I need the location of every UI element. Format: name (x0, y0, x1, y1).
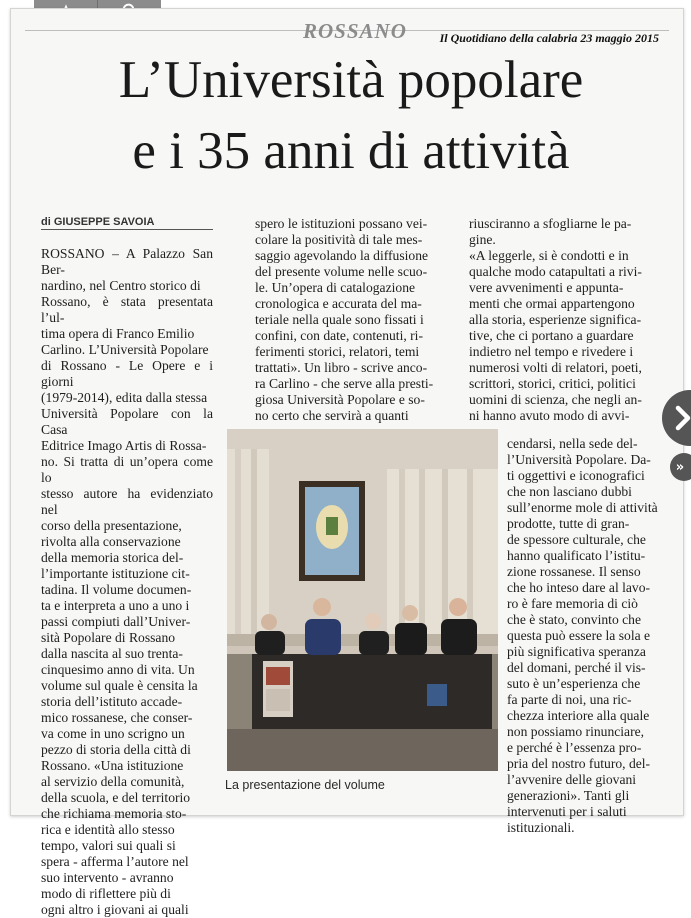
article-line: menti che ormai appartengono (469, 296, 635, 311)
event-photo-image (227, 429, 498, 771)
column-3-continued (507, 436, 669, 836)
headline-line-2: e i 35 anni di attività (132, 122, 570, 180)
article-line: ti oggettivi e iconografici (507, 468, 645, 483)
article-line: de spessore culturale, che (507, 532, 646, 547)
newspaper-clipping (10, 8, 684, 917)
article-line: teriale nella quale sono fissati i (255, 312, 424, 327)
article-line: no certo che servirà a quanti (255, 408, 409, 423)
article-line: saggio agevolando la diffusione (255, 248, 429, 263)
article-line: Carlino. L’Università Popolare (41, 342, 209, 357)
article-line: l’importante istituzione cit- (41, 566, 190, 581)
column-2 (255, 216, 455, 424)
article-line: Rossano. «Una istituzione (41, 758, 184, 773)
article-line: qualche modo catapultati a rivi- (469, 264, 642, 279)
double-chevron-right-icon: » (675, 459, 685, 475)
source-label: Il Quotidiano della calabria 23 maggio 2015 (439, 31, 659, 45)
article-line: chezza interiore alla quale (507, 708, 650, 723)
article-line: uomini di scienza, che negli an- (469, 392, 642, 407)
article-line: istituzionali. (507, 820, 575, 835)
article-line: volume sul quale è censita la (41, 678, 198, 693)
article-line: corso della presentazione, (41, 518, 182, 533)
article-line: hanno qualificato l’istitu- (507, 548, 646, 563)
event-photo (227, 429, 498, 771)
article-line: che richiama memoria sto- (41, 806, 187, 821)
article-line: tima opera di Franco Emilio (41, 326, 195, 341)
article-line: fa parte di noi, una ric- (507, 692, 632, 707)
article-line: questa può essere la sola e (507, 628, 651, 643)
article-line: pezzo di storia della città di (41, 742, 191, 757)
article-line: più significativa speranza (507, 644, 646, 659)
chevron-right-icon (672, 405, 691, 431)
article-line: ferimenti storici, relatori, temi (255, 344, 420, 359)
article-line: della scuola, e del territorio (41, 790, 191, 805)
article-line: «A leggerle, si è condotti e in (469, 248, 629, 263)
article-line: tive, che ci portano a guardare (469, 328, 634, 343)
article-line: del domani, perché il vis- (507, 660, 646, 675)
article-line: Rossano, è stata presentata l’ul- (41, 294, 213, 325)
article-line: generazioni». Tanti gli (507, 788, 630, 803)
article-line: storia dell’istituto accade- (41, 694, 183, 709)
article-line: trattati». Un libro - scrive anco- (255, 360, 428, 375)
article-line: colare la positività di tale mes- (255, 232, 423, 247)
article-line: l’avvenire delle giovani (507, 772, 637, 787)
article-line: di Rossano - Le Opere e i giorni (41, 358, 213, 389)
article-line: nardino, nel Centro storico di (41, 278, 201, 293)
article-line: cendarsi, nella sede del- (507, 436, 638, 451)
article-line: l’Università Popolare. Da- (507, 452, 651, 467)
article-line: dalla nascita al suo trenta- (41, 646, 183, 661)
article-line: modo di riflettere più di (41, 886, 171, 901)
article-line: cinquesimo anno di vita. Un (41, 662, 195, 677)
article-line: alla storia, esperienze significa- (469, 312, 642, 327)
byline-rule (41, 229, 213, 230)
article-line: scrittori, storici, critici, politici (469, 376, 636, 391)
section-label: ROSSANO (303, 19, 407, 43)
article-line: ra Carlino - che serve alla presti- (255, 376, 434, 391)
article-line: che è stato, convinto che (507, 612, 641, 627)
article-line: ogni altro i giovani ai quali (41, 902, 189, 917)
skip-forward-button[interactable] (670, 453, 691, 481)
byline: di GIUSEPPE SAVOIA (41, 216, 155, 228)
article-line: spero le istituzioni possano vei- (255, 216, 428, 231)
article-line: vere avvenimenti e appunta- (469, 280, 624, 295)
article-line: al servizio della comunità, (41, 774, 185, 789)
headline-line-1: L’Università popolare (118, 51, 584, 109)
article-line: indietro nel tempo e rivedere i (469, 344, 634, 359)
article-line: tadina. Il volume documen- (41, 582, 192, 597)
article-line: confini, con date, contenuti, ri- (255, 328, 423, 343)
article-line: (1979-2014), edita dalla stessa (41, 390, 208, 405)
article-line: della memoria storica del- (41, 550, 184, 565)
article-line: sità Popolare di Rossano (41, 630, 176, 645)
article-line: del presente volume nelle scuo- (255, 264, 428, 279)
article-line: rica e identità allo stesso (41, 822, 175, 837)
article-line: intervenuti per i saluti (507, 804, 627, 819)
photo-caption: La presentazione del volume (225, 778, 385, 792)
article-line: gine. (469, 232, 496, 247)
article-line: che non lasciano dubbi (507, 484, 632, 499)
article-line: non possiamo rinunciare, (507, 724, 645, 739)
article-line: Università Popolare con la Casa (41, 406, 213, 437)
article-line: suto è un’esperienza che (507, 676, 641, 691)
article-line: Editrice Imago Artis di Rossa- (41, 438, 207, 453)
article-line: pria del nostro futuro, del- (507, 756, 651, 771)
article-line: riusciranno a sfogliarne le pa- (469, 216, 632, 231)
article-line: giosa Università Popolare e so- (255, 392, 425, 407)
article-line: ROSSANO – A Palazzo San Ber- (41, 246, 213, 277)
article-line: prodotte, tutte di gran- (507, 516, 630, 531)
article-line: che ho inteso dare al lavo- (507, 580, 651, 595)
column-1 (41, 246, 213, 918)
article-line: ta e interpreta a uno a uno i (41, 598, 190, 613)
article-line: ro è fare memoria di ciò (507, 596, 638, 611)
article-line: tempo, valori sui quali si (41, 838, 176, 853)
article-line: stesso autore ha evidenziato nel (41, 486, 213, 517)
article-line: sull’enorme mole di attività (507, 500, 658, 515)
article-line: spera - afferma l’autore nel (41, 854, 189, 869)
article-line: zione rossanese. Il senso (507, 564, 641, 579)
article-line: mico rossanese, che conser- (41, 710, 193, 725)
column-3 (469, 216, 669, 424)
article-line: no. Si tratta di un’opera come lo (41, 454, 213, 485)
article-line: ni hanno avuto modo di avvi- (469, 408, 630, 423)
article-line: e perché è l’essenza pro- (507, 740, 642, 755)
article-line: cronologica e accurata del ma- (255, 296, 422, 311)
article-line: numerosi volti di relatori, poeti, (469, 360, 642, 375)
article-line: rivolta alla conservazione (41, 534, 181, 549)
article-line: suo intervento - avranno (41, 870, 174, 885)
article-line: va come in uno scrigno un (41, 726, 185, 741)
article-line: le. Un’opera di catalogazione (255, 280, 416, 295)
article-line: passi compiuti dall’Univer- (41, 614, 191, 629)
